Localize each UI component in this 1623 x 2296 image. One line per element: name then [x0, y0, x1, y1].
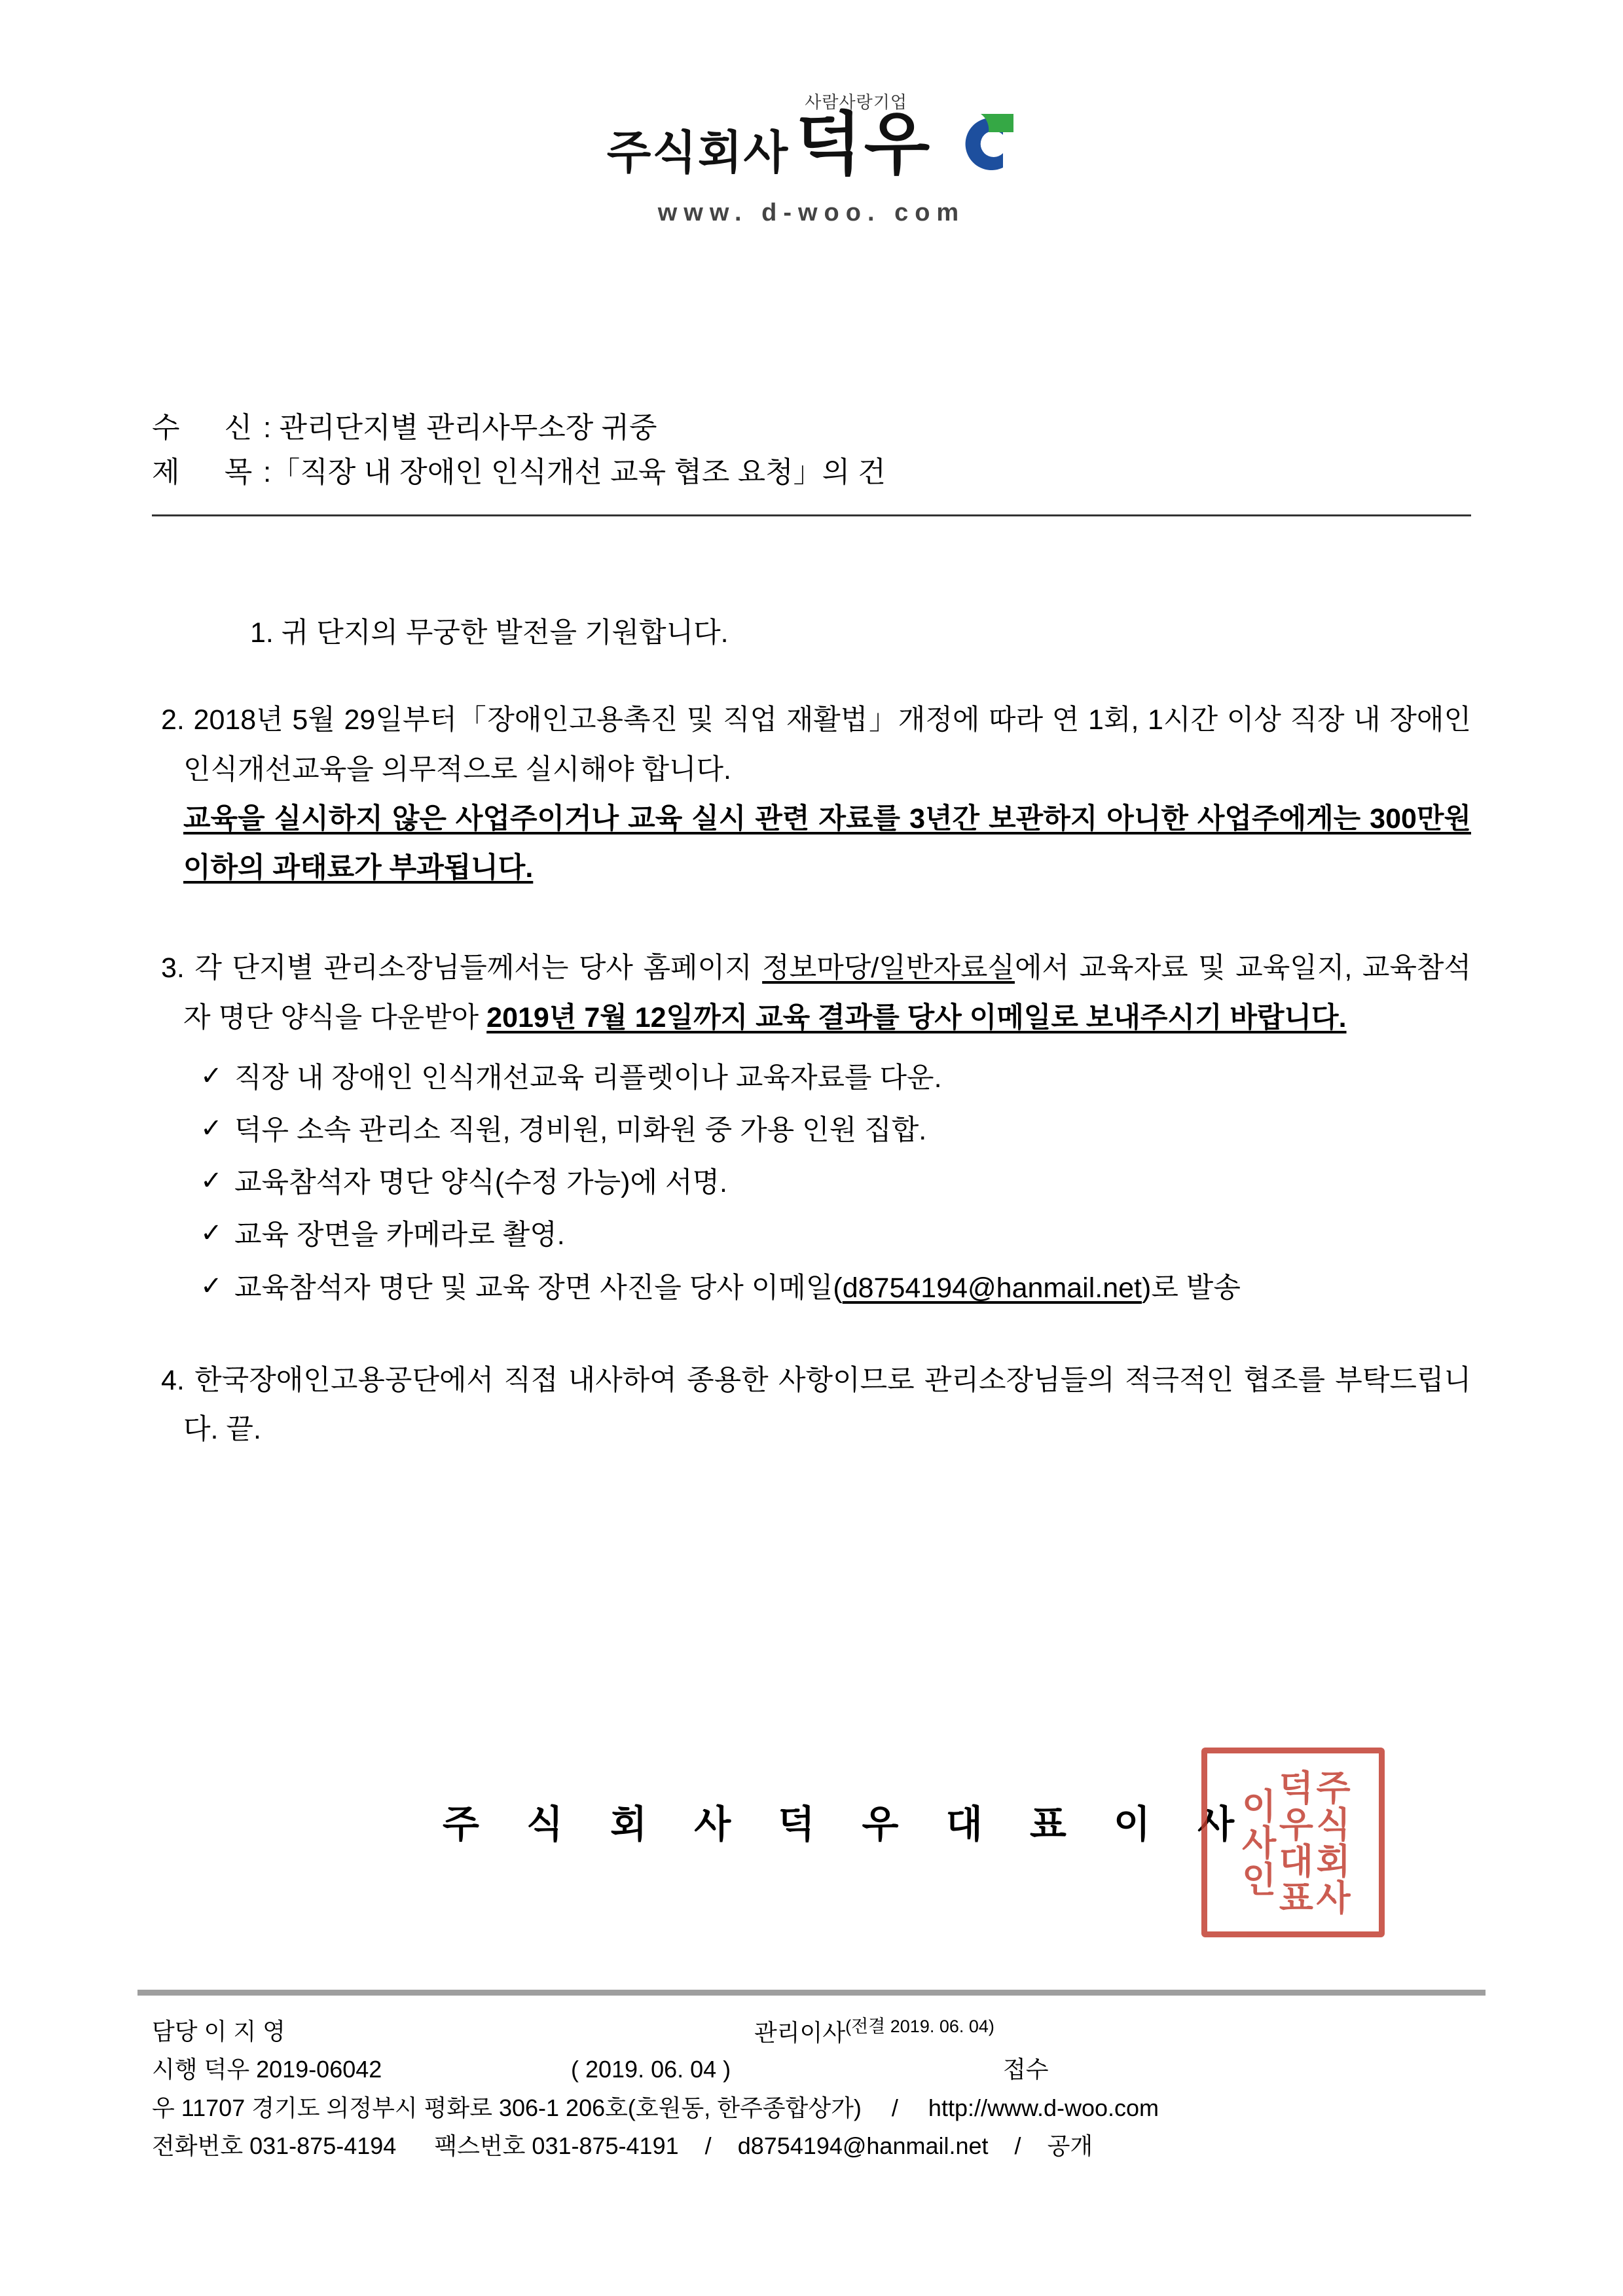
- footer-address: 우 11707 경기도 의정부시 평화로 306-1 206호(호원동, 한주종합상가): [152, 2094, 862, 2121]
- footer-approver: [754, 2013, 994, 2052]
- paragraph-2-text: 2. 2018년 5월 29일부터「장애인고용촉진 및 직업 재활법」개정에 따라 연 1회, 1시간 이상 직장 내 장애인 인식개선교육을 의무적으로 실시해야 합니다.: [161, 704, 1471, 785]
- paragraph-4: 4. 한국장애인고용공단에서 직접 내사하여 종용한 사항이므로 관리소장님들의 적극적인 협조를 부탁드립니다. 끝.: [161, 1364, 1471, 1446]
- paragraph-3: [152, 944, 1471, 1043]
- footer-homepage[interactable]: http://www.d-woo.com: [928, 2094, 1159, 2121]
- logo-brand: 덕우: [795, 107, 933, 183]
- paragraph-2-emphasis: 교육을 실시하지 않은 사업주이거나 교육 실시 관련 자료를 3년간 보관하지 아니한 사업주에게는 300만원 이하의 과태료가 부과됩니다.: [183, 802, 1471, 884]
- footer-disclosure: 공개: [1047, 2132, 1093, 2159]
- signature-text: 주 식 회 사 덕 우 대 표 이 사: [442, 1803, 1253, 1846]
- paragraph-3-deadline: 2019년 7월 12일까지 교육 결과를 당사 이메일로 보내주시기 바랍니다.: [486, 1001, 1347, 1033]
- logo-tagline: 사람사랑기업: [805, 92, 907, 112]
- logo-corp-prefix: 주식회사: [606, 128, 790, 179]
- footer-approver-title: 관리이사: [754, 2019, 846, 2046]
- list-item-label: 직장 내 장애인 인식개선교육 리플렛이나 교육자료를 다운.: [234, 1062, 942, 1094]
- check-icon: ✓: [200, 1166, 223, 1196]
- header-divider: [152, 514, 1471, 516]
- instruction-checklist: [152, 1054, 1471, 1312]
- footer-row-1: [152, 2013, 1486, 2051]
- paragraph-3-mid: 에서 교육자료 및 교육일지, 교육참석자 명단 양식을 다운받아: [183, 952, 1471, 1033]
- footer-row-4: [152, 2127, 1486, 2165]
- list-item-post: )로 발송: [1142, 1272, 1241, 1304]
- subject-line: [152, 450, 1471, 495]
- recipient-value: : 관리단지별 관리사무소장 귀중: [263, 412, 657, 444]
- logo-c-mark-icon: [943, 113, 1016, 175]
- spacer: [152, 1317, 1471, 1356]
- footer-sep-1: /: [891, 2094, 898, 2121]
- list-item-label: 교육 장면을 카메라로 촬영.: [234, 1219, 565, 1251]
- footer-sep-2: /: [704, 2132, 712, 2159]
- list-item-label: 덕우 소속 관리소 직원, 경비원, 미화원 중 가용 인원 집합.: [234, 1114, 927, 1146]
- email-link[interactable]: d8754194@hanmail.net: [842, 1272, 1142, 1304]
- list-item-label: 교육참석자 명단 양식(수정 가능)에 서명.: [234, 1167, 727, 1199]
- list-item: [198, 1211, 1471, 1259]
- check-icon: ✓: [200, 1219, 223, 1248]
- footer-sep-3: /: [1014, 2132, 1021, 2159]
- company-website: www. d-woo. com: [657, 199, 966, 226]
- footer-row-3: [152, 2089, 1486, 2127]
- footer-row-2: [152, 2051, 1486, 2089]
- footer-email[interactable]: d8754194@hanmail.net: [737, 2132, 989, 2159]
- spacer: [152, 905, 1471, 944]
- list-item: [198, 1159, 1471, 1206]
- footer-handler: 담당 이 지 영: [152, 2018, 285, 2045]
- paragraph-1: 1. 귀 단지의 무궁한 발전을 기원합니다.: [250, 617, 729, 649]
- document-footer: [152, 2013, 1486, 2165]
- list-item: [198, 1054, 1471, 1102]
- footer-phone: 전화번호 031-875-4194: [152, 2132, 397, 2159]
- paragraph-3-pre: 3. 각 단지별 관리소장님들께서는 당사 홈페이지: [161, 952, 763, 984]
- letterhead: [0, 92, 1623, 227]
- logo-brand-wrap: [795, 92, 933, 183]
- footer-date: ( 2019. 06. 04 ): [571, 2056, 731, 2083]
- list-item-pre: 교육참석자 명단 및 교육 장면 사진을 당사 이메일(: [234, 1272, 843, 1304]
- footer-receipt: 접수: [1003, 2056, 1049, 2083]
- footer-approval-note: (전결 2019. 06. 04): [845, 2017, 994, 2036]
- paragraph-2: [152, 696, 1471, 893]
- footer-divider: [137, 1990, 1486, 1996]
- header-fields: [152, 406, 1471, 516]
- recipient-line: [152, 406, 1471, 450]
- recipient-label: 수 신: [152, 412, 271, 444]
- seal-text: 주식회사덕우대표이사인: [1236, 1769, 1351, 1916]
- paragraph-3-resource-link[interactable]: 정보마당/일반자료실: [762, 952, 1015, 984]
- subject-label: 제 목: [152, 456, 271, 489]
- footer-fax: 팩스번호 031-875-4191: [434, 2132, 679, 2159]
- document-body: [152, 609, 1471, 1466]
- check-icon: ✓: [200, 1271, 223, 1300]
- footer-doc-number: 시행 덕우 2019-06042: [152, 2056, 382, 2083]
- check-icon: ✓: [200, 1061, 223, 1090]
- company-seal-stamp: [1201, 1748, 1385, 1937]
- list-item-email: [198, 1265, 1471, 1312]
- list-item: [198, 1107, 1471, 1154]
- company-logo: [606, 92, 1016, 183]
- subject-value: :「직장 내 장애인 인식개선 교육 협조 요청」의 건: [263, 456, 886, 489]
- check-icon: ✓: [200, 1113, 223, 1143]
